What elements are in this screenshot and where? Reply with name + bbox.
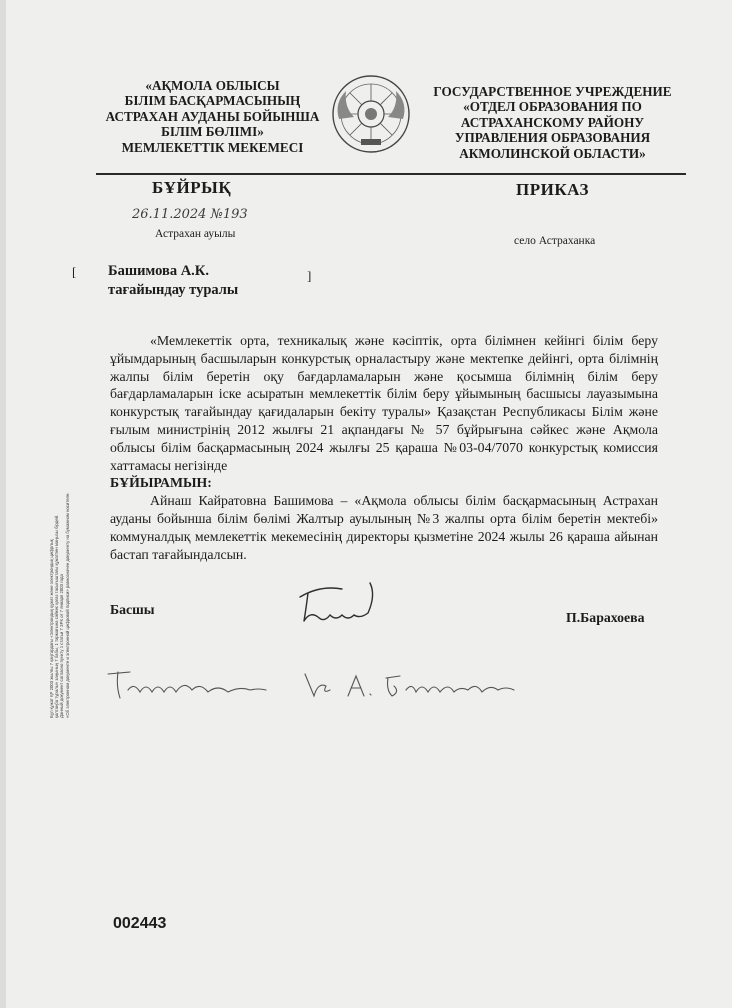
- header-right-line: ГОСУДАРСТВЕННОЕ УЧРЕЖДЕНИЕ: [433, 84, 672, 99]
- header-right-block: [420, 84, 685, 161]
- body-paragraph-1: «Мемлекеттік орта, техникалық және кәсіптік, орта білімнен кейінгі білім беру ұйымдарының басшыларын конкурстық орналастыру және мектепке дейінгі, орта білімнің жалпы білім беретін оқу бағдарламаларын және қосымша білімнің білім беру бағдарламаларын іске асыратын мемлекеттік білім беру ұйымының басшысы лауазымына конкурстық тағайындау қағидаларын бекіту туралы» Қазақстан Республикасы Білім және ғылым министрінің 2012 жылғы 21 ақпандағы № 57 бұйрығына сәйкес және Ақмола облысы білім басқармасының 2024 жылғы 25 қараша №03-04/7070 конкурстық комиссия хаттамасы негізінде: [110, 333, 658, 473]
- header-left-line: «АҚМОЛА ОБЛЫСЫ: [145, 78, 280, 93]
- order-body: [110, 332, 658, 563]
- side-note-line: Бұл құжат ҚР 2003 жылғы 7 қаңтардағы «Электрондық құжат және электрондық цифрлық: [49, 539, 54, 718]
- scan-edge: [0, 0, 6, 1008]
- signatory-title: Басшы: [110, 602, 155, 617]
- place-ru: село Астраханка: [514, 235, 596, 247]
- signature-mark: [290, 575, 380, 630]
- handwritten-date-number: 26.11.2024 №193: [132, 207, 248, 222]
- header-left-line: МЕМЛЕКЕТТІК МЕКЕМЕСІ: [121, 139, 304, 155]
- order-word: БҰЙЫРАМЫН:: [110, 475, 212, 491]
- side-note-line: «Об электронном документе и электронной цифровой подписи» равнозначен документу на бумажном носителе.: [64, 492, 70, 718]
- order-title-kz: БҰЙРЫҚ: [152, 178, 232, 197]
- order-title-ru: ПРИКАЗ: [516, 180, 589, 199]
- subject-line-2: тағайындау туралы: [108, 282, 239, 298]
- subject-bracket-right: ]: [307, 268, 312, 283]
- header-right-line: «ОТДЕЛ ОБРАЗОВАНИЯ ПО: [463, 99, 642, 115]
- subject-line-1: Башимова А.К.: [108, 263, 209, 279]
- header-left-line: БІЛІМ БӨЛІМІ»: [161, 124, 264, 140]
- state-emblem-icon: [330, 73, 412, 155]
- header-left-block: [95, 78, 330, 155]
- signatory-name: П.Барахоева: [566, 610, 645, 625]
- subject-bracket-left: [: [72, 264, 77, 279]
- header-right-line: АСТРАХАНСКОМУ РАЙОНУ: [460, 114, 645, 130]
- side-note-line: қолтаңба туралы» заңының 7 бабы, 1 тармағына сәйкес қағаз тасығыштағы құжатпен маңызы бірдей.: [54, 514, 60, 718]
- body-paragraph-2: Айнаш Кайратовна Башимова – «Ақмола облысы білім басқармасының Астрахан ауданы бойынша білім бөлімі Жалтыр ауылының №3 жалпы орта білім беретін мектебі» коммуналдық мемлекеттік мекемесінің директоры қызметіне 2024 жылы 26 қараша айынан бастап тағайындалсын.: [110, 493, 658, 562]
- document-number: 002443: [113, 915, 167, 932]
- familiarized-handwriting: [100, 660, 540, 705]
- place-kz: Астрахан ауылы: [155, 228, 236, 240]
- side-note-line: Данный документ согласно пункту 1 статьи 7 ЗРК от 7 января 2003 года: [59, 574, 65, 718]
- subject-block: [108, 262, 238, 300]
- header-right-line: АКМОЛИНСКОЙ ОБЛАСТИ»: [459, 145, 646, 161]
- header-divider: [96, 173, 686, 175]
- header-left-line: БІЛІМ БАСҚАРМАСЫНЫҢ: [124, 93, 301, 109]
- header-left-line: АСТРАХАН АУДАНЫ БОЙЫНША: [105, 108, 320, 124]
- header-right-line: УПРАВЛЕНИЯ ОБРАЗОВАНИЯ: [454, 130, 651, 146]
- side-legal-note: [49, 428, 70, 718]
